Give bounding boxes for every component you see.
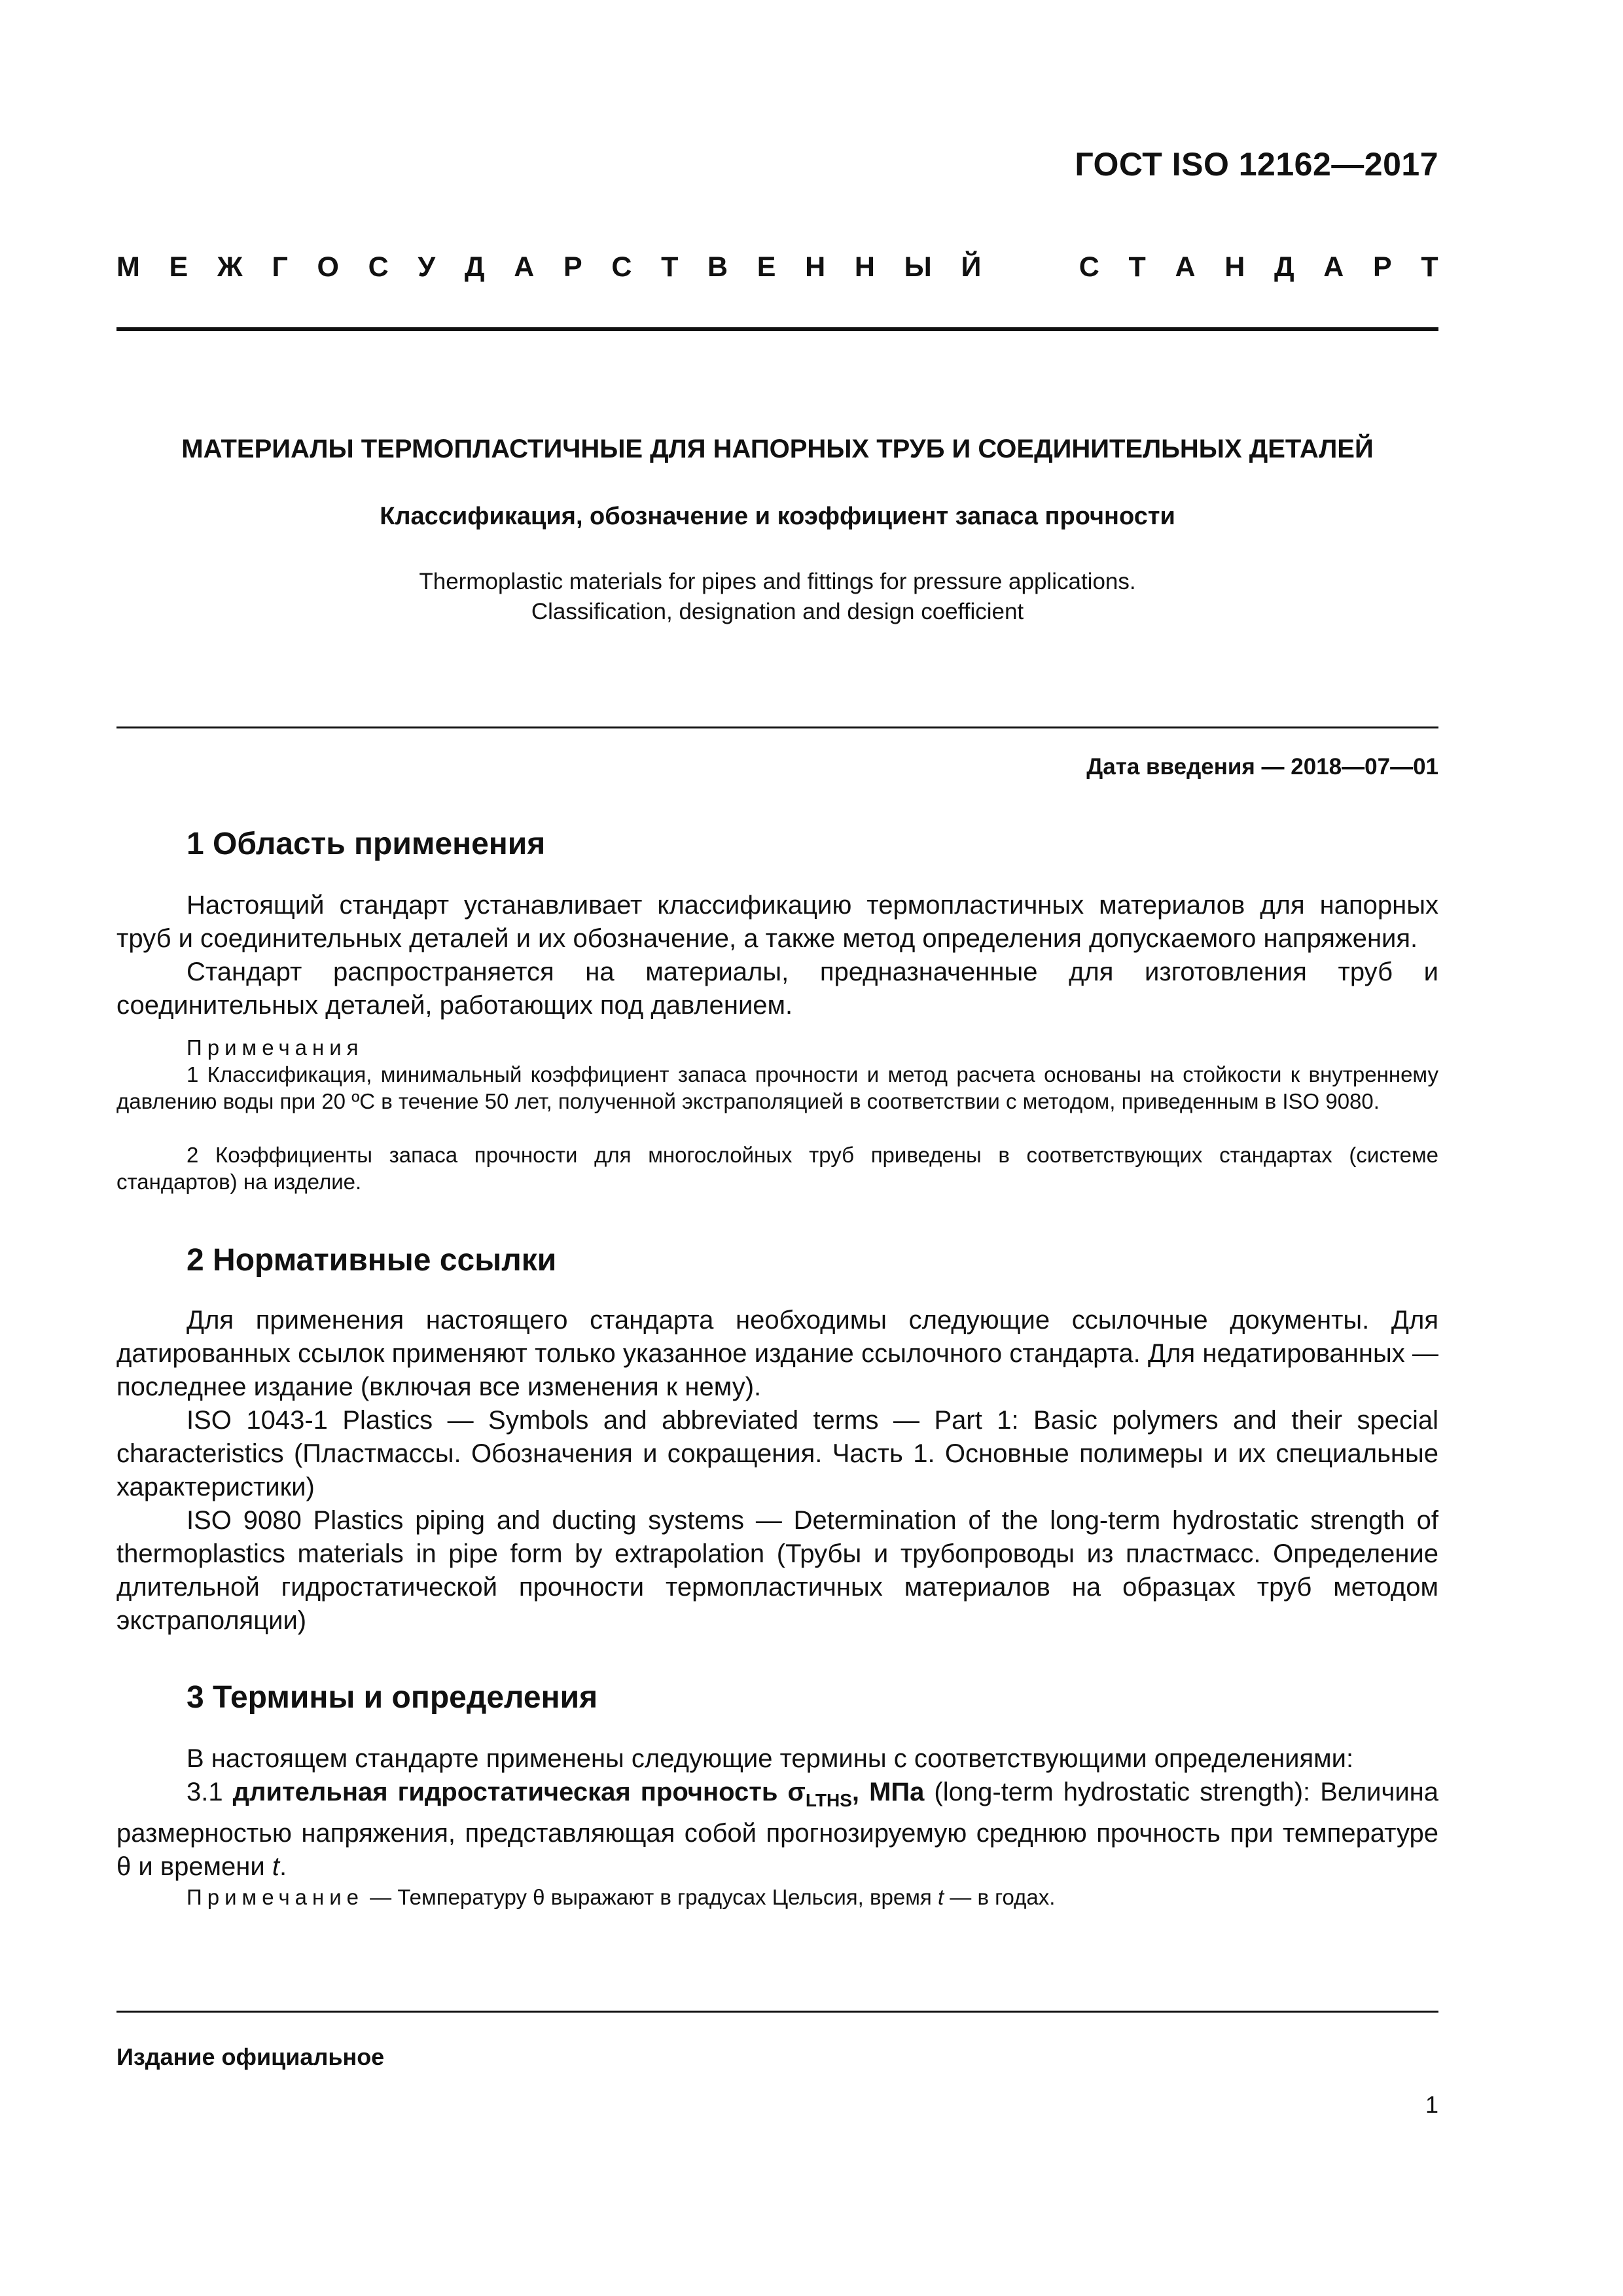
section-1-paragraph-1 xyxy=(116,889,1438,956)
notes-label-text: Примечания xyxy=(187,1035,364,1060)
header-rule xyxy=(116,327,1438,331)
interstate-word1-letter: М xyxy=(116,251,140,283)
interstate-word1-letter: Е xyxy=(169,251,188,283)
edition-label: Издание официальное xyxy=(116,2043,385,2070)
interstate-word1-letter: С xyxy=(368,251,389,283)
term-number: 3.1 xyxy=(187,1778,233,1806)
note-1-text: 1 Классификация, минимальный коэффициент запаса прочности и метод расчета основаны на стойкости к внутреннему давлению воды при 20 ºС в течение 50 лет, полученной экстраполяцией в соответствии с методом, приведенным в ISO 9080. xyxy=(116,1062,1438,1113)
interstate-word1-letter: С xyxy=(611,251,632,283)
section-1-note-1 xyxy=(116,1061,1438,1115)
section-1-paragraph-2 xyxy=(116,956,1438,1022)
section-1-notes-label xyxy=(116,1034,1438,1061)
section-2-reference-iso-9080 xyxy=(116,1504,1438,1638)
interstate-word1-letter: Г xyxy=(272,251,288,283)
section-1-paragraph-1-text: Настоящий стандарт устанавливает классификацию термопластичных материалов для напорных труб и соединительных деталей и их обозначение, а также метод определения допускаемого напряжения. xyxy=(116,891,1438,953)
interstate-word1-letter: Д xyxy=(464,251,485,283)
interstate-word2-letter: Т xyxy=(1128,251,1146,283)
interstate-word1-letter: Р xyxy=(563,251,582,283)
term-3-1-definition xyxy=(116,1776,1438,1884)
reference-iso-1043-1-text: ISO 1043-1 Plastics — Symbols and abbreviated terms — Part 1: Basic polymers and their special characteristics (Пластмассы. Обозначения и сокращения. Часть 1. Основные полимеры и их специальные характеристики) xyxy=(116,1406,1438,1501)
interstate-word2-letter: А xyxy=(1175,251,1196,283)
section-3-note-text-a: — Температуру θ выражают в градусах Цельсия, время xyxy=(364,1885,938,1909)
page-number: 1 xyxy=(1425,2091,1438,2118)
section-3-note-text-b: — в годах. xyxy=(944,1885,1056,1909)
title-en-line2: Classification, designation and design coefficient xyxy=(531,599,1024,624)
term-definition-text: (long-term hydrostatic strength): Величина размерностью напряжения, представляющая собой прогнозируемую среднюю прочность при температуре θ и времени xyxy=(116,1778,1438,1881)
interstate-word2-letter: Р xyxy=(1373,251,1392,283)
interstate-word2-letter: Д xyxy=(1274,251,1294,283)
section-3-paragraph-1-text: В настоящем стандарте применены следующие термины с соответствующими определениями: xyxy=(187,1744,1354,1773)
title-rule xyxy=(116,726,1438,728)
interstate-word1-letter: Н xyxy=(805,251,826,283)
interstate-standard-heading xyxy=(116,251,1438,283)
interstate-word1-letter: Ж xyxy=(217,251,243,283)
term-subscript: LTHS xyxy=(805,1790,852,1810)
document-title-en xyxy=(116,567,1438,627)
document-title-ru: МАТЕРИАЛЫ ТЕРМОПЛАСТИЧНЫЕ ДЛЯ НАПОРНЫХ ТРУБ И СОЕДИНИТЕЛЬНЫХ ДЕТАЛЕЙ xyxy=(181,435,1374,463)
section-1-note-2 xyxy=(116,1141,1438,1195)
interstate-word1-letter: О xyxy=(317,251,339,283)
document-subtitle-ru: Классификация, обозначение и коэффициент запаса прочности xyxy=(380,503,1175,530)
section-3-note-time-symbol: t xyxy=(937,1885,944,1909)
term-unit: , МПа xyxy=(851,1778,925,1806)
term-end: . xyxy=(279,1852,287,1881)
interstate-word1-letter: Н xyxy=(854,251,875,283)
section-2-reference-iso-1043-1 xyxy=(116,1404,1438,1504)
interstate-word1-letter: Й xyxy=(961,251,982,283)
interstate-word-gap xyxy=(1010,251,1050,283)
section-3-paragraph-1 xyxy=(116,1742,1438,1776)
section-3-note xyxy=(116,1884,1438,1910)
interstate-word2-letter: Т xyxy=(1421,251,1438,283)
note-2-text: 2 Коэффициенты запаса прочности для многослойных труб приведены в соответствующих стандартах (системе стандартов) на изделие. xyxy=(116,1143,1438,1194)
section-3-note-label: Примечание xyxy=(187,1885,365,1909)
interstate-word1-letter: В xyxy=(707,251,728,283)
interstate-word1-letter: У xyxy=(418,251,436,283)
footer-rule xyxy=(116,2011,1438,2013)
term-time-symbol: t xyxy=(272,1852,279,1881)
section-2-paragraph-1-text: Для применения настоящего стандарта необходимы следующие ссылочные документы. Для датированных ссылок применяют только указанное издание ссылочного стандарта. Для недатированных — последнее издание (включая все изменения к нему). xyxy=(116,1306,1438,1401)
reference-iso-9080-text: ISO 9080 Plastics piping and ducting systems — Determination of the long-term hydrostatic strength of thermoplastics materials in pipe form by extrapolation (Трубы и трубопроводы из пластмасс. Определение длительной гидростатической прочности термопластичных материалов на образцах труб методом экстраполяции) xyxy=(116,1506,1438,1635)
section-2-title: 2 Нормативные ссылки xyxy=(187,1243,557,1278)
title-en-line1: Thermoplastic materials for pipes and fittings for pressure applications. xyxy=(419,569,1136,594)
term-name-text: длительная гидростатическая прочность σ xyxy=(232,1778,806,1806)
interstate-word1-letter: Е xyxy=(757,251,776,283)
interstate-word2-letter: Н xyxy=(1224,251,1245,283)
interstate-word1-letter: Т xyxy=(661,251,679,283)
interstate-word2-letter: С xyxy=(1079,251,1099,283)
section-1-paragraph-2-text: Стандарт распространяется на материалы, предназначенные для изготовления труб и соединительных деталей, работающих под давлением. xyxy=(116,958,1438,1020)
section-3-title: 3 Термины и определения xyxy=(187,1680,598,1715)
section-2-paragraph-1 xyxy=(116,1304,1438,1404)
interstate-word2-letter: А xyxy=(1323,251,1344,283)
interstate-word1-letter: Ы xyxy=(904,251,932,283)
date-introduced: Дата введения — 2018—07—01 xyxy=(1086,754,1438,780)
section-1-title: 1 Область применения xyxy=(187,827,546,861)
standard-number: ГОСТ ISO 12162—2017 xyxy=(1075,146,1438,183)
term-name xyxy=(232,1778,925,1810)
interstate-word1-letter: А xyxy=(514,251,535,283)
